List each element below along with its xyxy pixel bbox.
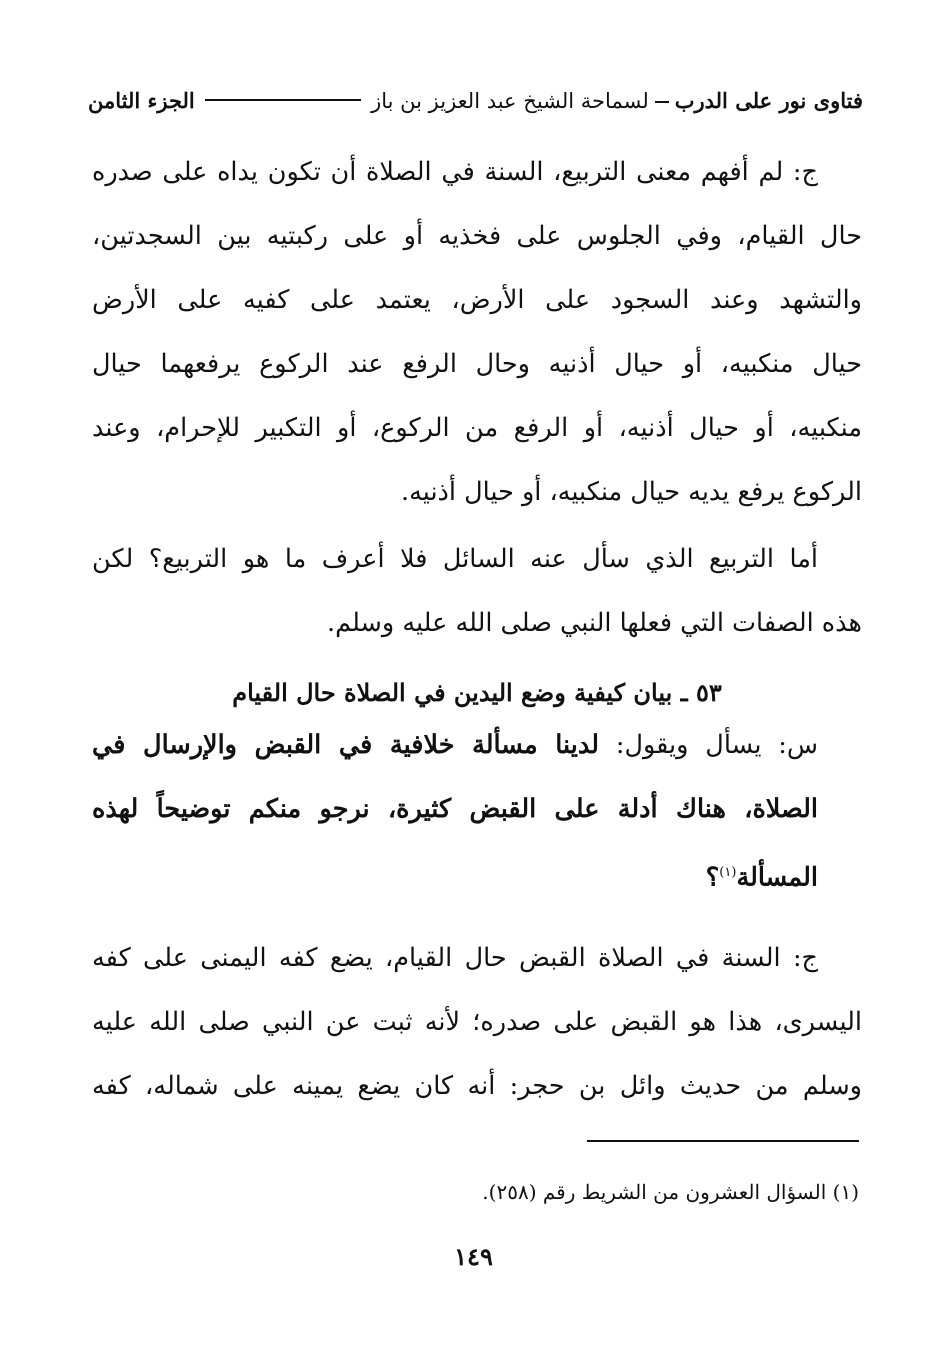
question-paragraph xyxy=(92,713,862,905)
question-mark: ؟ xyxy=(705,862,720,893)
text-line: منكبيه، أو حيال أذنيه، أو الرفع من الركوع، أو التكبير للإحرام، وعند xyxy=(92,413,862,443)
section-heading: ٥٣ ـ بيان كيفية وضع اليدين في الصلاة حال القيام xyxy=(232,678,722,707)
text-line: والتشهد وعند السجود على الأرض، يعتمد على كفيه على الأرض xyxy=(92,285,862,315)
page-number: ١٤٩ xyxy=(454,1242,493,1271)
text-line: ج: لم أفهم معنى التربيع، السنة في الصلاة أن تكون يداه على صدره xyxy=(92,157,818,187)
footnote: (١) السؤال العشرون من الشريط رقم (٢٥٨). xyxy=(482,1180,859,1204)
running-header xyxy=(88,78,863,122)
text-line: هذه الصفات التي فعلها النبي صلى الله عليه وسلم. xyxy=(327,608,862,638)
question-line-3 xyxy=(92,841,862,905)
text-line: حيال منكبيه، أو حيال أذنيه وحال الرفع عند الركوع يرفعهما حيال xyxy=(92,349,862,379)
header-book-title xyxy=(371,88,863,113)
footnote-marker: (١) xyxy=(719,865,737,880)
book-title: فتاوى نور على الدرب xyxy=(674,87,863,113)
answer-paragraph-2 xyxy=(92,527,862,655)
author-name: لسماحة الشيخ عبد العزيز بن باز xyxy=(371,88,649,113)
question-prefix: س: يسأل ويقول: xyxy=(599,730,818,760)
text-line: اليسرى، هذا هو القبض على صدره؛ لأنه ثبت عن النبي صلى الله عليه xyxy=(92,1007,862,1037)
answer-paragraph-1 xyxy=(92,140,862,524)
answer-paragraph-3 xyxy=(92,926,862,1118)
header-rule xyxy=(205,99,361,101)
question-end-text: المسألة xyxy=(736,862,818,893)
text-line: وسلم من حديث وائل بن حجر: أنه كان يضع يمينه على شماله، كفه xyxy=(92,1071,862,1101)
volume-label: الجزء الثامن xyxy=(88,87,195,113)
question-line-2: الصلاة، هناك أدلة على القبض كثيرة، نرجو منكم توضيحاً لهذه xyxy=(92,794,818,824)
text-line: ج: السنة في الصلاة القبض حال القيام، يضع كفه اليمنى على كفه xyxy=(92,943,818,973)
title-separator xyxy=(655,101,669,103)
question-text: لدينا مسألة خلافية في القبض والإرسال في xyxy=(92,730,600,760)
text-line: الركوع يرفع يديه حيال منكبيه، أو حيال أذنيه. xyxy=(400,477,862,507)
text-line: حال القيام، وفي الجلوس على فخذيه أو على ركبتيه بين السجدتين، xyxy=(92,221,862,251)
footnote-divider xyxy=(587,1140,859,1142)
text-line: أما التربيع الذي سأل عنه السائل فلا أعرف ما هو التربيع؟ لكن xyxy=(92,544,818,574)
question-line-1 xyxy=(92,713,862,777)
